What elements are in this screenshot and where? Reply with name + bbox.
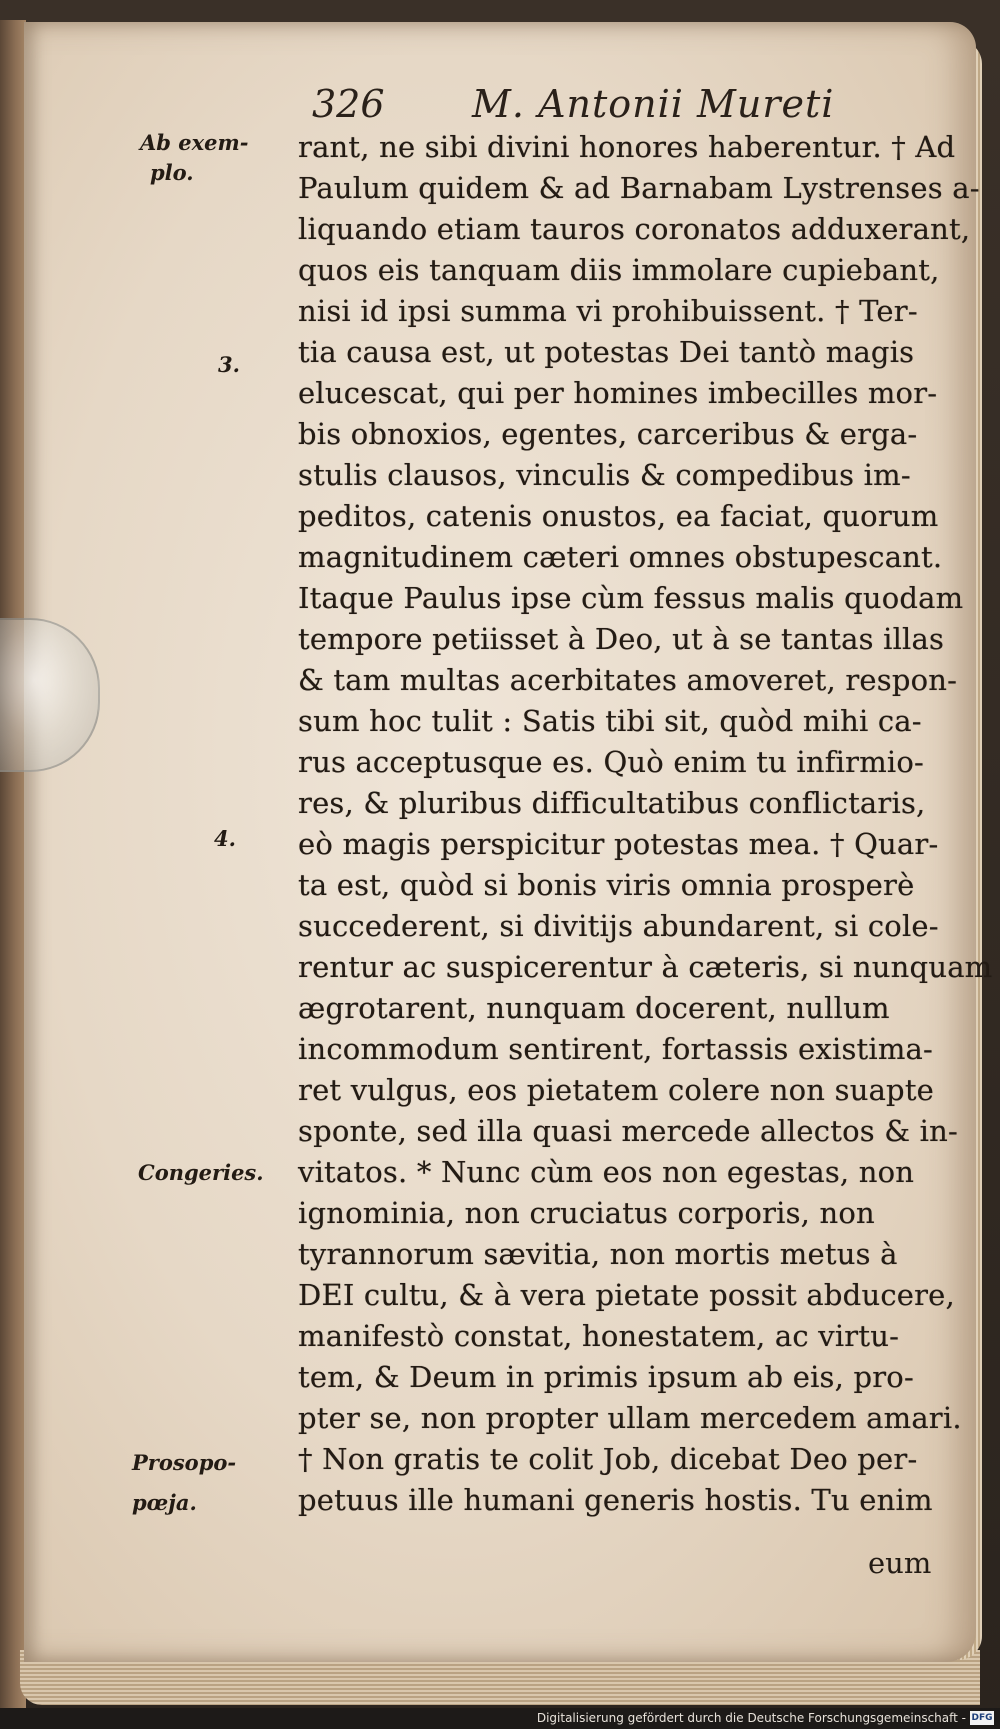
text-line: eò magis perspicitur potestas mea. † Quar- bbox=[298, 827, 939, 861]
margin-note-number-4: 4. bbox=[214, 826, 236, 851]
catchword: eum bbox=[868, 1546, 932, 1580]
text-line: succederent, si divitijs abundarent, si cole- bbox=[298, 909, 939, 943]
text-line: stulis clausos, vinculis & compedibus im- bbox=[298, 458, 911, 492]
text-line: manifestò constat, honestatem, ac virtu- bbox=[298, 1319, 900, 1353]
text-line: elucescat, qui per homines imbecilles mor- bbox=[298, 376, 938, 410]
text-line: peditos, catenis onustos, ea faciat, quorum bbox=[298, 499, 939, 533]
margin-note-congeries: Congeries. bbox=[138, 1160, 264, 1185]
text-line: liquando etiam tauros coronatos adduxerant, bbox=[298, 212, 971, 246]
text-line: rant, ne sibi divini honores haberentur. † Ad bbox=[298, 130, 956, 164]
text-line: incommodum sentirent, fortassis existima- bbox=[298, 1032, 934, 1066]
text-line: vitatos. * Nunc cùm eos non egestas, non bbox=[298, 1155, 915, 1189]
text-line: magnitudinem cæteri omnes obstupescant. bbox=[298, 540, 943, 574]
text-line: rus acceptusque es. Quò enim tu infirmio- bbox=[298, 745, 925, 779]
text-line: tyrannorum sævitia, non mortis metus à bbox=[298, 1237, 898, 1271]
text-line: petuus ille humani generis hostis. Tu enim bbox=[298, 1483, 933, 1517]
margin-note-number-3: 3. bbox=[218, 352, 240, 377]
text-line: tia causa est, ut potestas Dei tantò magis bbox=[298, 335, 915, 369]
running-head bbox=[312, 82, 872, 134]
text-line: ægrotarent, nunquam docerent, nullum bbox=[298, 991, 890, 1025]
text-line: ret vulgus, eos pietatem colere non suapte bbox=[298, 1073, 935, 1107]
text-line: ta est, quòd si bonis viris omnia prosperè bbox=[298, 868, 915, 902]
text-line: bis obnoxios, egentes, carceribus & erga- bbox=[298, 417, 918, 451]
text-line: Itaque Paulus ipse cùm fessus malis quodam bbox=[298, 581, 964, 615]
margin-note-prosopopoeia-cont: pœja. bbox=[132, 1490, 197, 1515]
text-line: pter se, non propter ullam mercedem amari. bbox=[298, 1401, 962, 1435]
margin-note-prosopopoeia: Prosopo- bbox=[132, 1450, 237, 1475]
text-line: quos eis tanquam diis immolare cupiebant, bbox=[298, 253, 940, 287]
text-line: sum hoc tulit : Satis tibi sit, quòd mihi ca- bbox=[298, 704, 922, 738]
margin-note-ab-exemplo: Ab exem- bbox=[140, 130, 249, 155]
running-title: M. Antonii Mureti bbox=[472, 82, 835, 126]
text-line: tempore petiisset à Deo, ut à se tantas illas bbox=[298, 622, 945, 656]
text-line: sponte, sed illa quasi mercede allectos & in- bbox=[298, 1114, 959, 1148]
text-line: DEI cultu, & à vera pietate possit abducere, bbox=[298, 1278, 955, 1312]
text-line: rentur ac suspicerentur à cæteris, si nunquam bbox=[298, 950, 993, 984]
book-spine-edge bbox=[0, 20, 26, 1710]
page-number: 326 bbox=[312, 82, 385, 126]
text-line: ignominia, non cruciatus corporis, non bbox=[298, 1196, 875, 1230]
digitization-credit: Digitalisierung gefördert durch die Deutsche Forschungsgemeinschaft - bbox=[536, 1711, 966, 1725]
text-line: Paulum quidem & ad Barnabam Lystrenses a- bbox=[298, 171, 980, 205]
text-line: res, & pluribus difficultatibus conflictaris, bbox=[298, 786, 926, 820]
text-line: & tam multas acerbitates amoveret, respon- bbox=[298, 663, 958, 697]
text-line: † Non gratis te colit Job, dicebat Deo per- bbox=[298, 1442, 918, 1476]
text-line: tem, & Deum in primis ipsum ab eis, pro- bbox=[298, 1360, 914, 1394]
margin-note-ab-exemplo-cont: plo. bbox=[150, 160, 194, 185]
dfg-logo: DFG bbox=[971, 1713, 993, 1723]
text-line: nisi id ipsi summa vi prohibuissent. † Ter- bbox=[298, 294, 918, 328]
